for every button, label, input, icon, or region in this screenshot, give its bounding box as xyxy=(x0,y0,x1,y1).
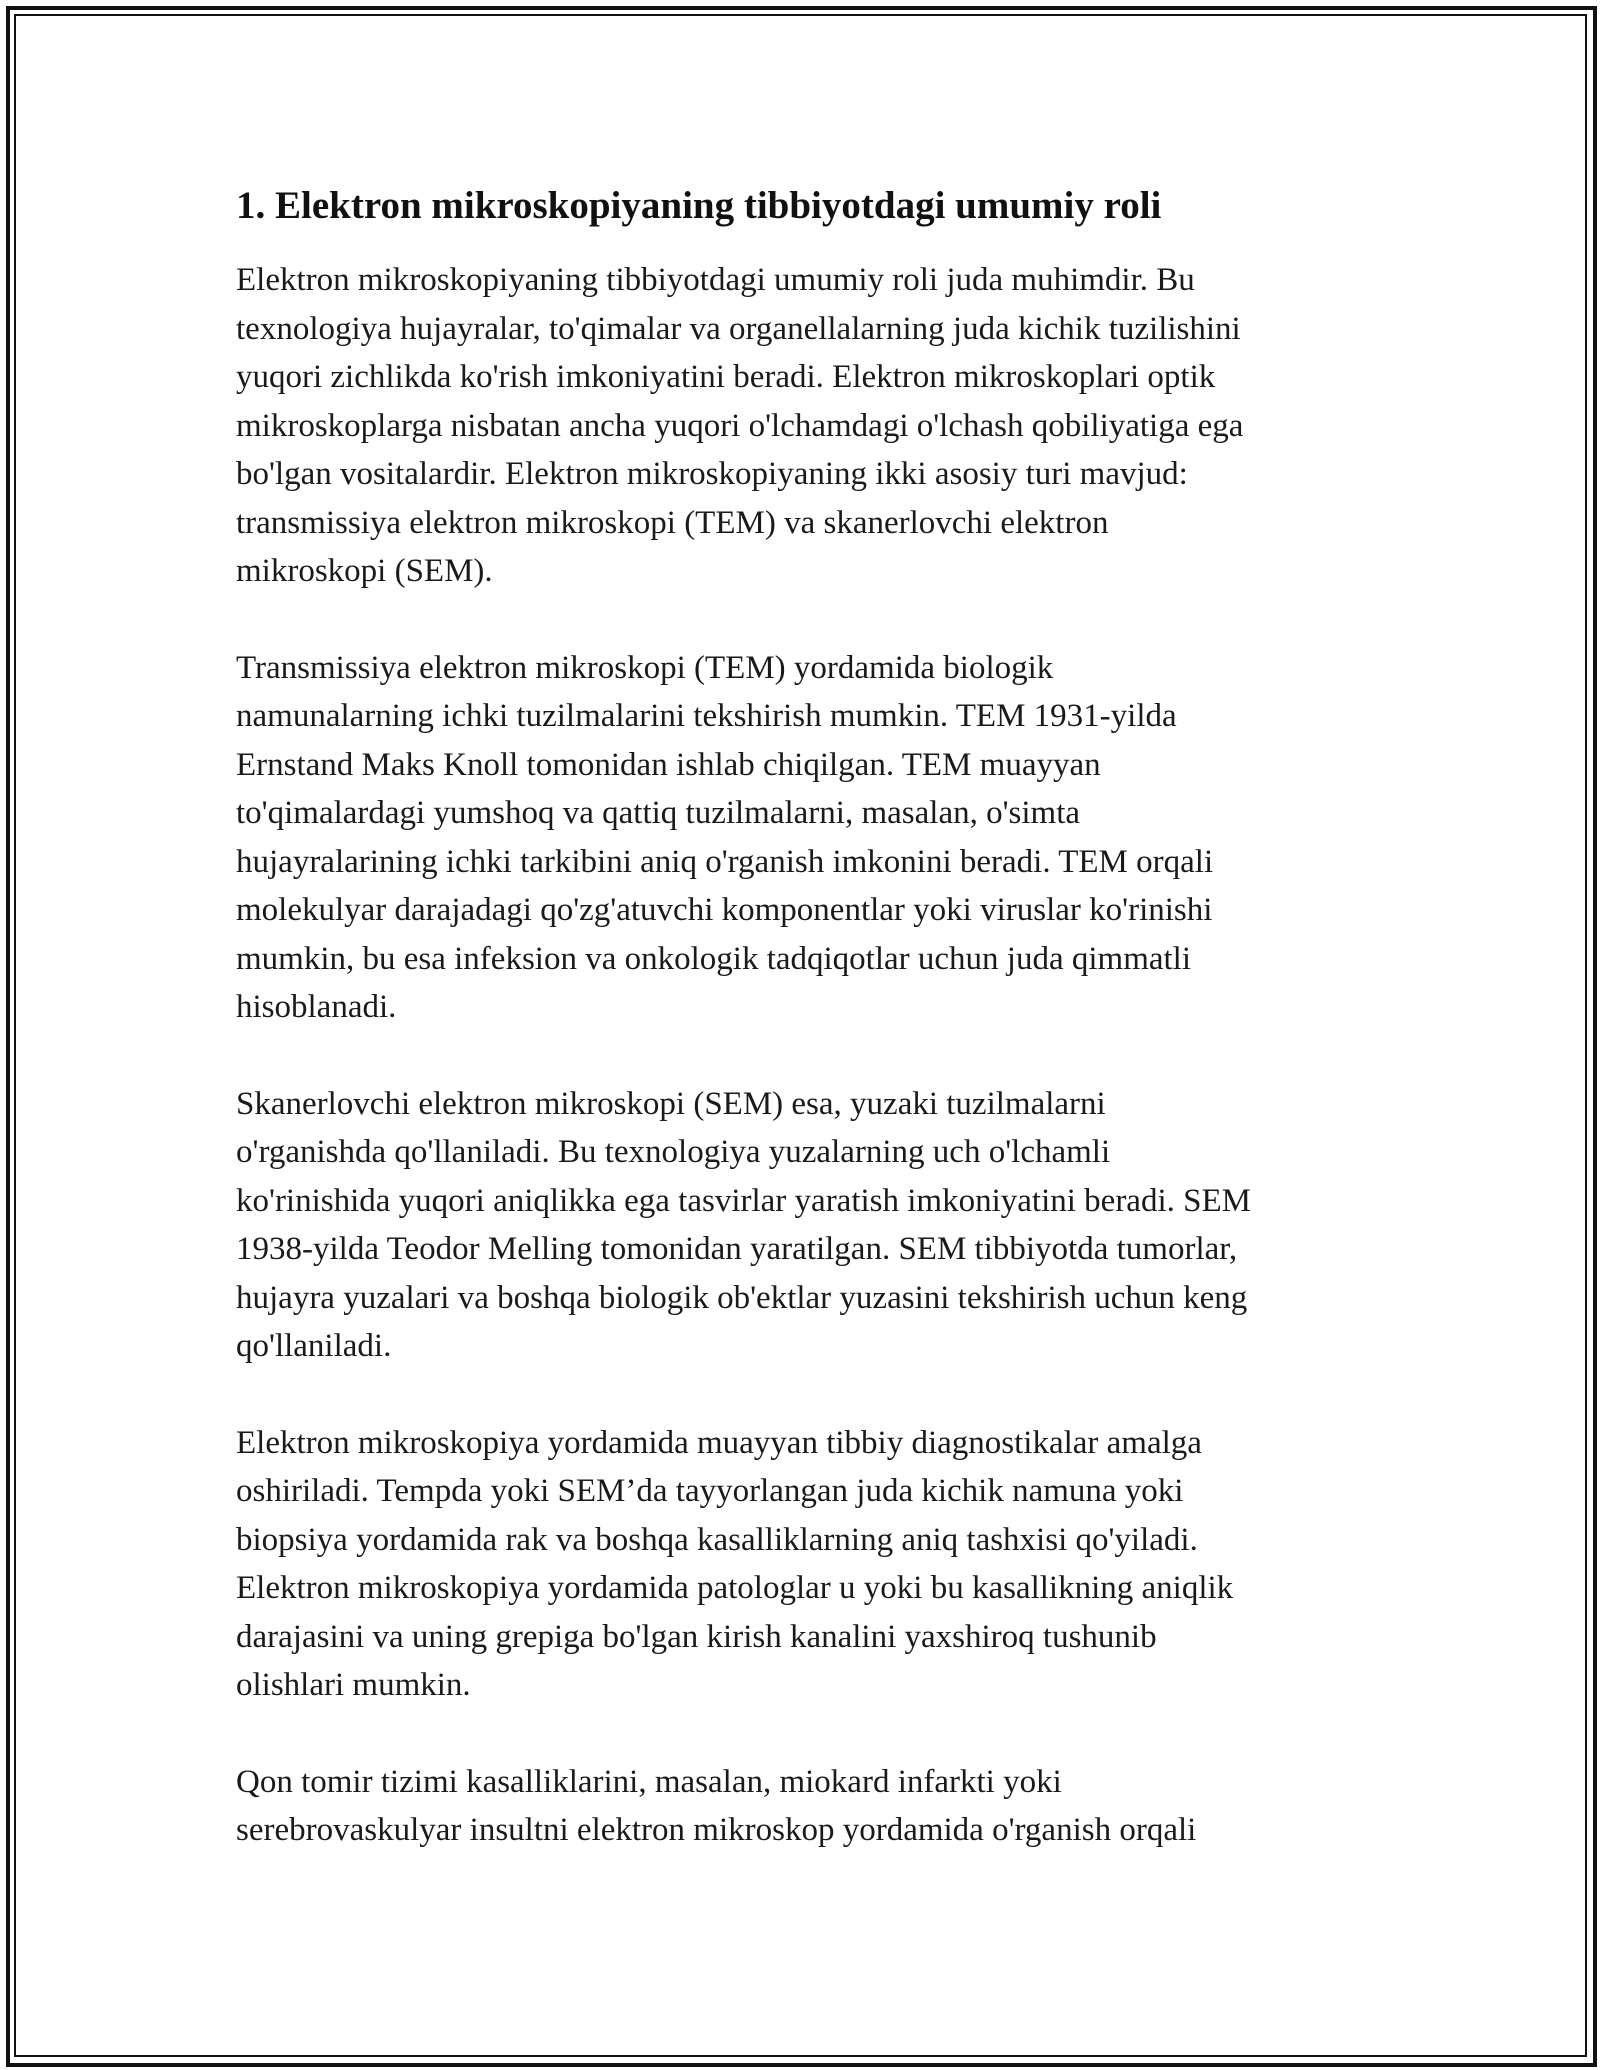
text-line: qo'llaniladi. xyxy=(236,1328,392,1364)
text-line: serebrovaskulyar insultni elektron mikroskop yordamida o'rganish orqali xyxy=(236,1812,1197,1848)
text-line: o'rganishda qo'llaniladi. Bu texnologiya yuzalarning uch o'lchamli xyxy=(236,1134,1111,1170)
text-line: darajasini va uning grepiga bo'lgan kirish kanalini yaxshiroq tushunib xyxy=(236,1618,1157,1655)
text-line: ko'rinishida yuqori aniqlikka ega tasvirlar yaratish imkoniyatini beradi. SEM xyxy=(236,1182,1251,1219)
text-line: oshiriladi. Tempda yoki SEM’da tayyorlangan juda kichik namuna yoki xyxy=(236,1473,1184,1509)
text-line: Ernstand Maks Knoll tomonidan ishlab chiqilgan. TEM muayyan xyxy=(236,746,1101,783)
text-line: to'qimalardagi yumshoq va qattiq tuzilmalarni, masalan, o'simta xyxy=(236,795,1081,831)
text-line: Transmissiya elektron mikroskopi (TEM) yordamida biologik xyxy=(236,649,1054,686)
text-line: yuqori zichlikda ko'rish imkoniyatini beradi. Elektron mikroskoplari optik xyxy=(236,359,1216,395)
text-line: biopsiya yordamida rak va boshqa kasalliklarning aniq tashxisi qo'yiladi. xyxy=(236,1521,1198,1558)
section-heading: 1. Elektron mikroskopiyaning tibbiyotdagi umumiy roli xyxy=(236,184,1162,227)
text-line: mikroskoplarga nisbatan ancha yuqori o'lchamdagi o'lchash qobiliyatiga ega xyxy=(236,407,1244,444)
text-line: mikroskopi (SEM). xyxy=(236,553,493,589)
text-line: transmissiya elektron mikroskopi (TEM) va skanerlovchi elektron xyxy=(236,504,1109,541)
text-line: hujayralarining ichki tarkibini aniq o'rganish imkonini beradi. TEM orqali xyxy=(236,843,1214,880)
text-line: bo'lgan vositalardir. Elektron mikroskopiyaning ikki asosiy turi mavjud: xyxy=(236,456,1188,492)
text-line: 1938-yilda Teodor Melling tomonidan yaratilgan. SEM tibbiyotda tumorlar, xyxy=(236,1231,1238,1267)
text-line: hujayra yuzalari va boshqa biologik ob'ektlar yuzasini tekshirish uchun keng xyxy=(236,1279,1248,1316)
text-line: Elektron mikroskopiyaning tibbiyotdagi umumiy roli juda muhimdir. Bu xyxy=(236,262,1195,298)
text-line: Elektron mikroskopiya yordamida patologlar u yoki bu kasallikning aniqlik xyxy=(236,1570,1234,1606)
text-line: namunalarning ichki tuzilmalarini tekshirish mumkin. TEM 1931-yilda xyxy=(236,698,1177,734)
text-line: texnologiya hujayralar, to'qimalar va organellalarning juda kichik tuzilishini xyxy=(236,310,1241,347)
text-line: Qon tomir tizimi kasalliklarini, masalan, miokard infarkti yoki xyxy=(236,1763,1062,1800)
paragraph-sem xyxy=(236,1080,1366,1371)
paragraph-tem xyxy=(236,644,1366,1032)
text-line: olishlari mumkin. xyxy=(236,1667,471,1703)
document-body xyxy=(236,182,1366,1903)
text-line: Skanerlovchi elektron mikroskopi (SEM) esa, yuzaki tuzilmalarni xyxy=(236,1085,1106,1122)
paragraph-cardiovascular xyxy=(236,1758,1366,1855)
text-line: Elektron mikroskopiya yordamida muayyan tibbiy diagnostikalar amalga xyxy=(236,1424,1202,1461)
paragraph-intro xyxy=(236,256,1366,596)
text-line: hisoblanadi. xyxy=(236,989,397,1025)
text-line: molekulyar darajadagi qo'zg'atuvchi komponentlar yoki viruslar ko'rinishi xyxy=(236,892,1213,928)
text-line: mumkin, bu esa infeksion va onkologik tadqiqotlar uchun juda qimmatli xyxy=(236,940,1192,977)
paragraph-diagnostics xyxy=(236,1419,1366,1710)
